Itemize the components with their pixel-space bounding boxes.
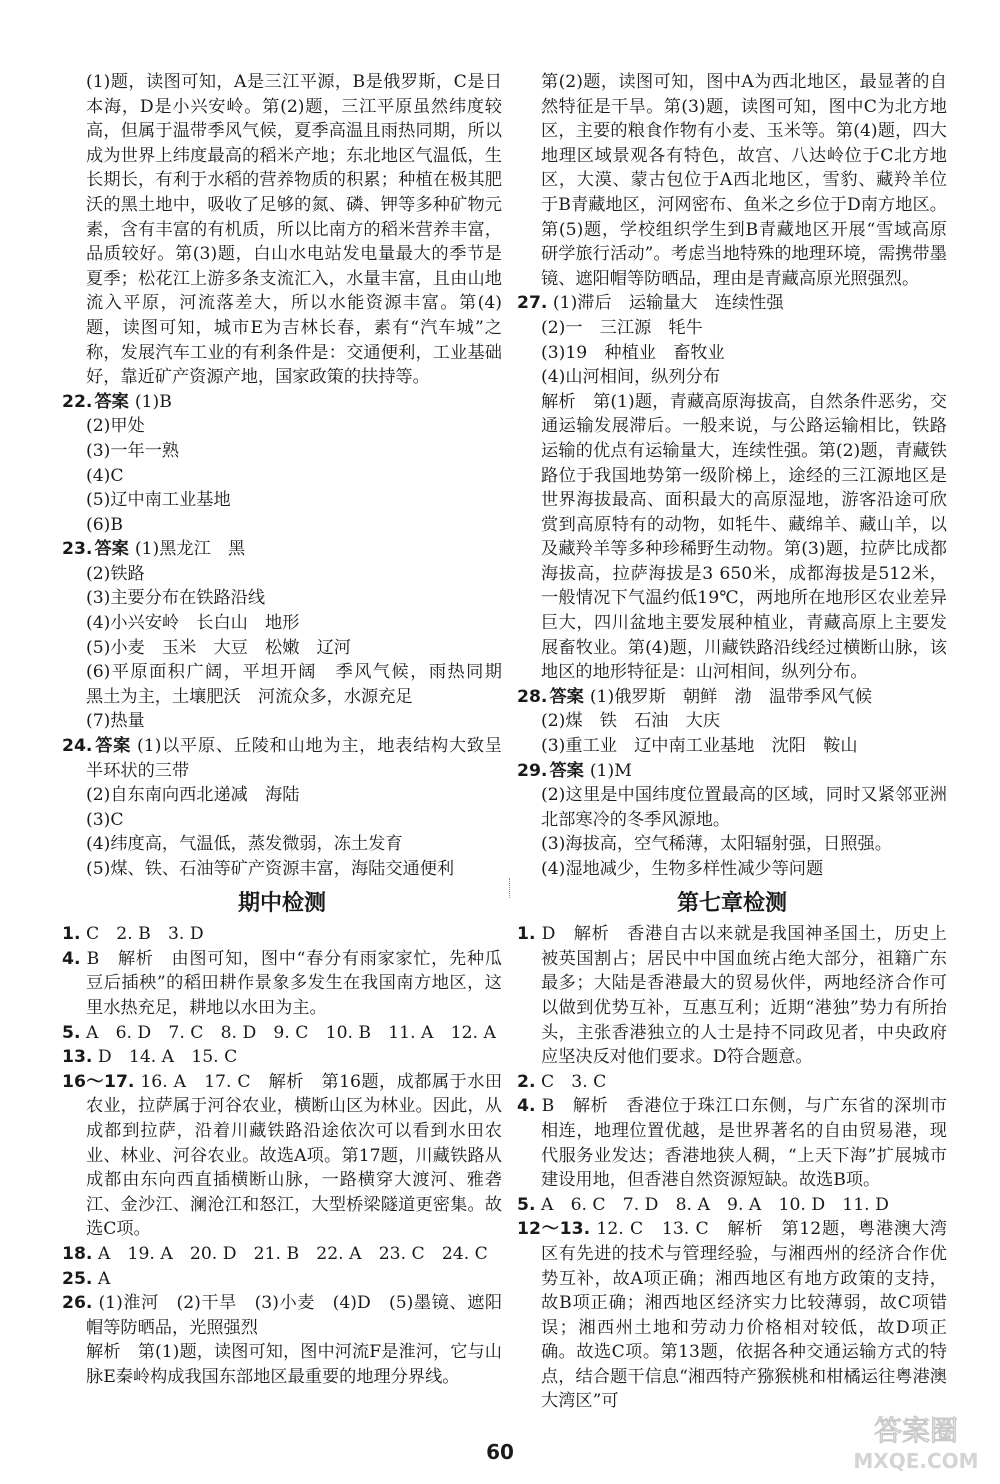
answer-line: (2)自东南向西北递减 海陆 [86, 785, 300, 806]
section-title: 第七章检测 [676, 890, 787, 916]
answer-line: (5)辽中南工业基地 [86, 490, 231, 511]
answer-line: (6)平原面积广阔，平坦开阔 季风气候，雨热同期 黑土为主，土壤肥沃 河流众多，水源充足 [86, 662, 520, 707]
answer-item [62, 390, 502, 415]
section-title: 期中检测 [237, 890, 326, 916]
answer-line: (3)主要分布在铁路沿线 [86, 588, 266, 609]
answer-text: (1)滞后 运输量大 连续性强 [552, 293, 784, 314]
question-number: 5. [517, 1194, 536, 1215]
answer-item [62, 1045, 502, 1070]
answer-text: A 6. D 7. C 8. D 9. C 10. B 11. A 12. A [85, 1022, 496, 1043]
question-number: 24. [62, 736, 93, 757]
question-number: 29. [517, 760, 548, 781]
answer-line: (5)小麦 玉米 大豆 松嫩 辽河 [86, 637, 351, 658]
watermark-logo [852, 1408, 980, 1474]
right-column [517, 70, 947, 1414]
answer-label: 答案 [94, 539, 129, 560]
page-number: 60 [486, 1440, 514, 1464]
answer-item [517, 1094, 947, 1192]
answer-line: (3)一年一熟 [86, 440, 180, 461]
answer-line: (3)C [86, 809, 124, 830]
answer-item [517, 922, 947, 1070]
answer-text: (1)淮河 (2)干旱 (3)小麦 (4)D (5)墨镜、遮阳帽等防晒品，光照强烈 [86, 1293, 503, 1338]
answer-line: (2)甲处 [86, 416, 145, 437]
question-number: 5. [62, 1022, 81, 1043]
question-number: 13. [62, 1047, 93, 1068]
question-number: 28. [517, 686, 548, 707]
question-number: 18. [62, 1243, 93, 1264]
answer-item [62, 1242, 502, 1267]
answer-line: (3)重工业 辽中南工业基地 沈阳 鞍山 [541, 736, 858, 757]
answer-line: (3)海拔高，空气稀薄，太阳辐射强，日照强。 [541, 834, 892, 855]
answer-line: (4)山河相间，纵列分布 [541, 367, 721, 388]
answer-item [517, 1217, 947, 1414]
question-number: 2. [517, 1071, 536, 1092]
answer-text: 12. C 13. C 解析 第12题，粤港澳大湾区有先进的技术与管理经验，与湘西州的经济合作优势互补，故A项正确；湘西地区有地方政策的支持，故B项正确；湘西地区经济实力比较薄弱，故C项错误；湘西州土地和劳动力价格相对较低，故D项正确。故选C项。第13题，依据各种交通运输方式的特点，结合题干信息“湘西特产猕猴桃和柑橘运往粤港澳大湾区”可 [541, 1219, 947, 1412]
answer-line: (6)B [86, 514, 123, 535]
answer-line: (2)煤 铁 石油 大庆 [541, 711, 721, 732]
answer-text: D 解析 香港自古以来就是我国神圣国土，历史上被英国割占；居民中中国血统占绝大部分，祖籍广东最多；大陆是香港最大的贸易伙伴，两地经济合作可以做到优势互补，互惠互利；近期“港独”势力有所抬头，主张香港独立的人士是持不同政见者，中央政府应坚决反对他们要求。D符合题意。 [541, 924, 947, 1068]
answer-item [517, 291, 947, 316]
answer-item [62, 947, 502, 1021]
answer-label: 答案 [549, 686, 584, 707]
question-number: 12～13. [517, 1219, 591, 1240]
answer-text: 16. A 17. C 解析 第16题，成都属于水田农业，拉萨属于河谷农业，横断山区为林业。因此，从成都到拉萨，沿着川藏铁路沿途依次可以看到水田农业、林业、河谷农业。故选A项。第17题，川藏铁路从成都由东向西直插横断山脉，一路横穿大渡河、雅砻江、金沙江、澜沧江和怒江，大型桥梁隧道更密集。故选C项。 [86, 1071, 503, 1240]
answer-text: (1)M [589, 760, 632, 781]
answer-text: C 2. B 3. D [85, 924, 204, 945]
answer-item [62, 1070, 502, 1242]
question-number: 22. [62, 391, 93, 412]
answer-text: (1)以平原、丘陵和山地为主，地表结构大致呈半环状的三带 [86, 736, 502, 781]
answer-line: (2)一 三江源 牦牛 [541, 317, 703, 338]
question-number: 4. [62, 948, 81, 969]
answer-text: C 3. C [540, 1071, 607, 1092]
question-number: 26. [62, 1293, 93, 1314]
answer-line: (1)题，读图可知，A是三江平源，B是俄罗斯，C是日本海，D是小兴安岭。第(2)题，三江平原虽然纬度较高，但属于温带季风气候，夏季高温且雨热同期，所以成为世界上纬度最高的稻米产地；东北地区气温低，生长期长，有利于水稻的营养物质的积累；种植在极其肥沃的黑土地中，吸收了足够的氮、磷、钾等多种矿物元素，含有丰富的有机质，所以比南方的稻米营养丰富，品质较好。第(3)题，白山水电站发电量最大的季节是夏季；松花江上游多条支流汇入，水量丰富，且由山地流入平原，河流落差大，所以水能资源丰富。第(4)题，读图可知，城市E为吉林长春，素有“汽车城”之称，发展汽车工业的有利条件是：交通便利，工业基础好，靠近矿产资源产地，国家政策的扶持等。 [86, 72, 502, 388]
answer-text: (1)黑龙江 黑 [134, 539, 246, 560]
answer-line: (4)C [86, 465, 124, 486]
answer-label: 答案 [549, 760, 584, 781]
answer-line: (3)19 种植业 畜牧业 [541, 342, 725, 363]
answer-text: A 6. C 7. D 8. A 9. A 10. D 11. D [540, 1194, 889, 1215]
answer-line: (2)铁路 [86, 563, 145, 584]
answer-line: 第(2)题，读图可知，图中A为西北地区，最显著的自然特征是干旱。第(3)题，读图可知，图中C为北方地区，主要的粮食作物有小麦、玉米等。第(4)题，四大地理区域景观各有特色，故宫、八达岭位于C北方地区，大漠、蒙古包位于A西北地区，雪豹、藏羚羊位于B青藏地区，河网密布、鱼米之乡位于D南方地区。第(5)题，学校组织学生到B青藏地区开展“雪域高原研学旅行活动”。考虑当地特殊的地理环境，需携带墨镜、遮阳帽等防晒品，理由是青藏高原光照强烈。 [541, 72, 947, 289]
column-divider [509, 878, 510, 898]
answer-line: (2)这里是中国纬度位置最高的区域，同时又紧邻亚洲北部寒冷的冬季风源地。 [541, 785, 947, 830]
question-number: 27. [517, 293, 548, 314]
answer-item [62, 537, 502, 562]
question-number: 23. [62, 539, 93, 560]
answer-line: 解析 第(1)题，青藏高原海拔高，自然条件恶劣，交通运输发展滞后。一般来说，与公路运输相比，铁路运输的优点有运输量大，连续性强。第(2)题，青藏铁路位于我国地势第一级阶梯上，途经的三江源地区是世界海拔最高、面积最大的高原湿地，游客沿途可欣赏到高原特有的动物，如牦牛、藏绵羊、藏山羊，以及藏羚羊等多种珍稀野生动物。第(3)题，拉萨比成都海拔高，拉萨海拔是3 650米，成都海拔是512米，一般情况下气温约低19℃，两地所在地形区农业差异巨大，四川盆地主要发展种植业，青藏高原上主要发展畜牧业。第(4)题，川藏铁路沿线经过横断山脉，该地区的地形特征是：山河相间，纵列分布。 [541, 391, 947, 683]
left-column [62, 70, 520, 1389]
answer-item [62, 1291, 502, 1340]
answer-text: B 解析 由图可知，图中“春分有雨家家忙，先种瓜豆后插秧”的稻田耕作景象多发生在我国南方地区，这里水热充足，耕地以水田为主。 [86, 948, 502, 1018]
answer-line: (4)湿地减少，生物多样性减少等问题 [541, 859, 824, 879]
answer-line: 解析 第(1)题，读图可知，图中河流F是淮河，它与山脉E秦岭构成我国东部地区最重要的地理分界线。 [86, 1342, 502, 1387]
answer-item [62, 922, 502, 947]
watermark-text-2: MXQE.COM [853, 1449, 979, 1473]
answer-label: 答案 [94, 736, 132, 757]
answer-line: (4)小兴安岭 长白山 地形 [86, 613, 300, 634]
answer-line: (4)纬度高，气温低，蒸发微弱，冻土发育 [86, 834, 403, 855]
answer-text: (1)B [134, 391, 172, 412]
watermark-text-1: 答案圈 [873, 1414, 959, 1447]
answer-item [62, 1021, 502, 1046]
answer-text: A [97, 1268, 111, 1289]
answer-text: (1)俄罗斯 朝鲜 渤 温带季风气候 [589, 686, 873, 707]
answer-item [517, 1070, 947, 1095]
answer-line: (7)热量 [86, 711, 145, 732]
answer-item [62, 734, 502, 783]
answer-item [517, 1193, 947, 1218]
question-number: 16～17. [62, 1071, 135, 1092]
answer-item [517, 759, 947, 784]
answer-text: D 14. A 15. C [97, 1047, 238, 1068]
question-number: 1. [517, 924, 536, 945]
question-number: 1. [62, 924, 81, 945]
answer-text: A 19. A 20. D 21. B 22. A 23. C 24. C [97, 1243, 488, 1264]
question-number: 4. [517, 1096, 536, 1117]
question-number: 25. [62, 1268, 93, 1289]
answer-item [517, 685, 947, 710]
answer-label: 答案 [94, 391, 129, 412]
answer-item [62, 1267, 502, 1292]
answer-line: (5)煤、铁、石油等矿产资源丰富，海陆交通便利 [86, 859, 455, 879]
answer-text: B 解析 香港位于珠江口东侧，与广东省的深圳市相连，地理位置优越，是世界著名的自由贸易港，现代服务业发达；香港地狭人稠，“上天下海”扩展城市建设用地，但香港自然资源短缺。故选B项。 [541, 1096, 948, 1191]
